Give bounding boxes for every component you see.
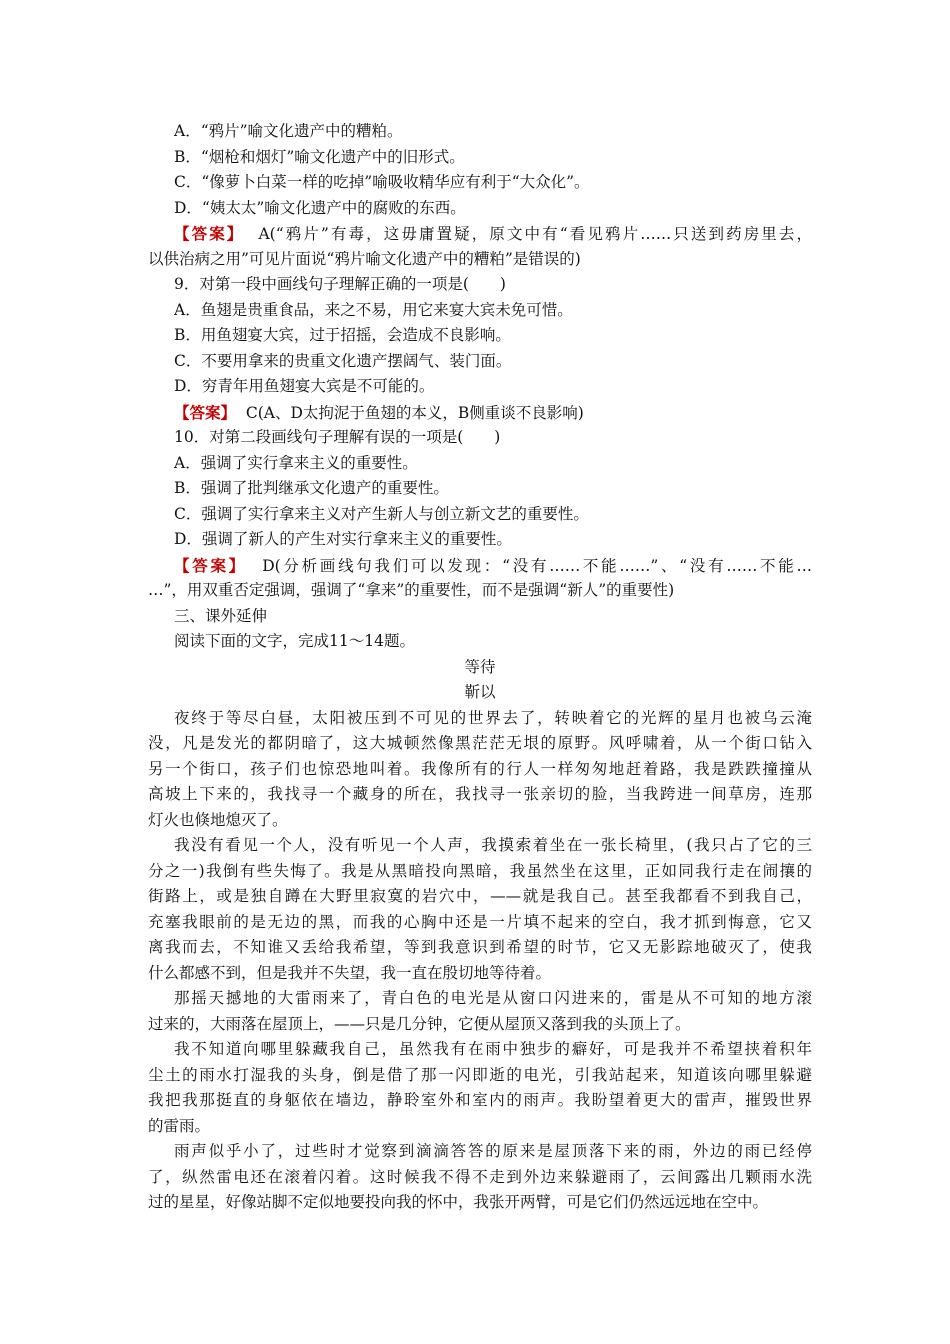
section-instruction: 阅读下面的文字，完成11～14题。: [174, 632, 415, 650]
q10-answer-line-1: [148, 553, 812, 579]
q9-answer: [148, 400, 812, 426]
essay-line: 我不知道向哪里躲藏我自己，虽然我有在雨中独步的癖好，可是我并不希望挟着积年: [174, 1040, 812, 1058]
essay-paragraph: [148, 706, 812, 834]
q9-stem: 9．对第一段中画线句子理解正确的一项是( ): [174, 275, 506, 293]
essay-line: 离我而去，不知谁又丢给我希望，等到我意识到希望的时节，它又无影踪地破灭了，使我: [148, 938, 812, 956]
essay-line: 那摇天撼地的大雷雨来了，青白色的电光是从窗口闪进来的，雷是从不可知的地方滚: [174, 989, 812, 1007]
essay-line: 了，纵然雷电还在滚着闪着。这时候我不得不走到外边来躲避雨了，云间露出几颗雨水洗: [148, 1167, 812, 1186]
essay-line: 我没有看见一个人，没有听见一个人声，我摸索着坐在一张长椅里，(我只占了它的三: [174, 836, 812, 854]
essay-line: 没，凡是发光的都阴暗了，这大城顿然像黑茫茫无垠的原野。风呼啸着，从一个街口钻入: [148, 734, 812, 752]
essay-line: 另一个街口，孩子们也惊恐地叫着。我像所有的行人一样匆匆地赶着路，我是跌跌撞撞从: [148, 759, 812, 778]
q8-answer-text: A(“鸦片”有毒，这毋庸置疑，原文中有“看见鸦片……只送到药房里去，: [258, 225, 812, 243]
essay-paragraph: [148, 1037, 812, 1139]
essay-body: [148, 706, 812, 1216]
essay-line: 什么都感不到，但是我并不失望，我一直在殷切地等待着。: [148, 963, 552, 982]
q8-answer-line-1: [148, 221, 812, 247]
essay-line: 街路上，或是独自蹲在大野里寂寞的岩穴中，——就是我自己。甚至我都看不到我自己，: [148, 887, 812, 905]
essay-title: 等待: [464, 657, 496, 676]
section-heading: 三、课外延伸: [174, 606, 268, 625]
answer-label: 【答案】: [174, 402, 237, 422]
q10-option-c: C．强调了实行拿来主义对产生新人与创立新文艺的重要性。: [174, 504, 589, 523]
q9-option-d: D．穷青年用鱼翅宴大宾是不可能的。: [174, 377, 435, 395]
q10-option-a: A．强调了实行拿来主义的重要性。: [174, 453, 418, 472]
q10-option-d: D．强调了新人的产生对实行拿来主义的重要性。: [174, 530, 512, 548]
essay-line: 灯火也倏地熄灭了。: [148, 810, 288, 829]
essay-line: 的雷雨。: [148, 1116, 211, 1135]
q10-answer-text: D(分析画线句我们可以发现：“没有……不能……”、“没有……不能…: [262, 556, 813, 575]
q8-option-a: A．“鸦片”喻文化遗产中的糟粕。: [174, 122, 403, 140]
essay-line: 高坡上下来的，我找寻一个藏身的所在，我找寻一张亲切的脸，当我跨进一间草房，连那: [148, 785, 812, 803]
essay-paragraph: [148, 986, 812, 1037]
essay-author: 靳以: [464, 683, 496, 701]
essay-line: 夜终于等尽白昼，太阳被压到不可见的世界去了，转映着它的光辉的星月也被乌云淹: [174, 708, 812, 727]
q10-stem: 10．对第二段画线句子理解有误的一项是( ): [174, 428, 501, 446]
q8-option-d: D．“姨太太”喻文化遗产中的腐败的东西。: [174, 198, 466, 217]
essay-paragraph: [148, 1139, 812, 1216]
essay-line: 分之一)我倒有些失悔了。我是从黑暗投向黑暗，我虽然坐在这里，正如同我行走在闹攘的: [148, 861, 812, 880]
q10-option-b: B．强调了批判继承文化遗产的重要性。: [174, 479, 449, 497]
essay-paragraph: [148, 833, 812, 986]
answer-label: 【答案】: [174, 224, 245, 243]
q10-answer-line-2: …”，用双重否定强调，强调了“拿来”的重要性，而不是强调“新人”的重要性): [148, 581, 675, 599]
essay-line: 过来的，大雨落在屋顶上，——只是几分钟，它便从屋顶又落到我的头顶上了。: [148, 1014, 691, 1033]
q9-answer-text: C(A、D太拘泥于鱼翅的本义，B侧重谈不良影响): [245, 403, 584, 422]
q9-option-c: C．不要用拿来的贵重文化遗产摆阔气、装门面。: [174, 351, 512, 370]
answer-label: 【答案】: [174, 555, 247, 575]
q9-option-b: B．用鱼翅宴大宾，过于招摇，会造成不良影响。: [174, 326, 511, 344]
essay-line: 过的星星，好像站脚不定似地要投向我的怀中，我张开两臂，可是它们仍然远远地在空中。: [148, 1193, 769, 1211]
essay-line: 充塞我眼前的是无边的黑，而我的心胸中还是一片填不起来的空白，我才抓到悔意，它又: [148, 912, 812, 931]
q9-option-a: A．鱼翅是贵重食品，来之不易，用它来宴大宾未免可惜。: [174, 300, 573, 319]
q8-option-c: C．“像萝卜白菜一样的吃掉”喻吸收精华应有利于“大众化”。: [174, 173, 590, 191]
essay-line: 尘土的雨水打湿我的头身，倒是借了那一闪即逝的电光，引我站起来，知道该向哪里躲避: [148, 1065, 812, 1084]
essay-line: 雨声似乎小了，过些时才觉察到滴滴答答的原来是屋顶落下来的雨，外边的雨已经停: [174, 1142, 812, 1160]
q8-answer-line-2: 以供治病之用”可见片面说“鸦片喻文化遗产中的糟粕”是错误的): [148, 249, 581, 268]
document-body: [148, 119, 812, 1216]
essay-line: 我把我那挺直的身躯依在墙边，静聆室外和室内的雨声。我盼望着更大的雷声，摧毁世界: [148, 1091, 812, 1109]
q8-option-b: B．“烟枪和烟灯”喻文化遗产中的旧形式。: [174, 147, 465, 166]
